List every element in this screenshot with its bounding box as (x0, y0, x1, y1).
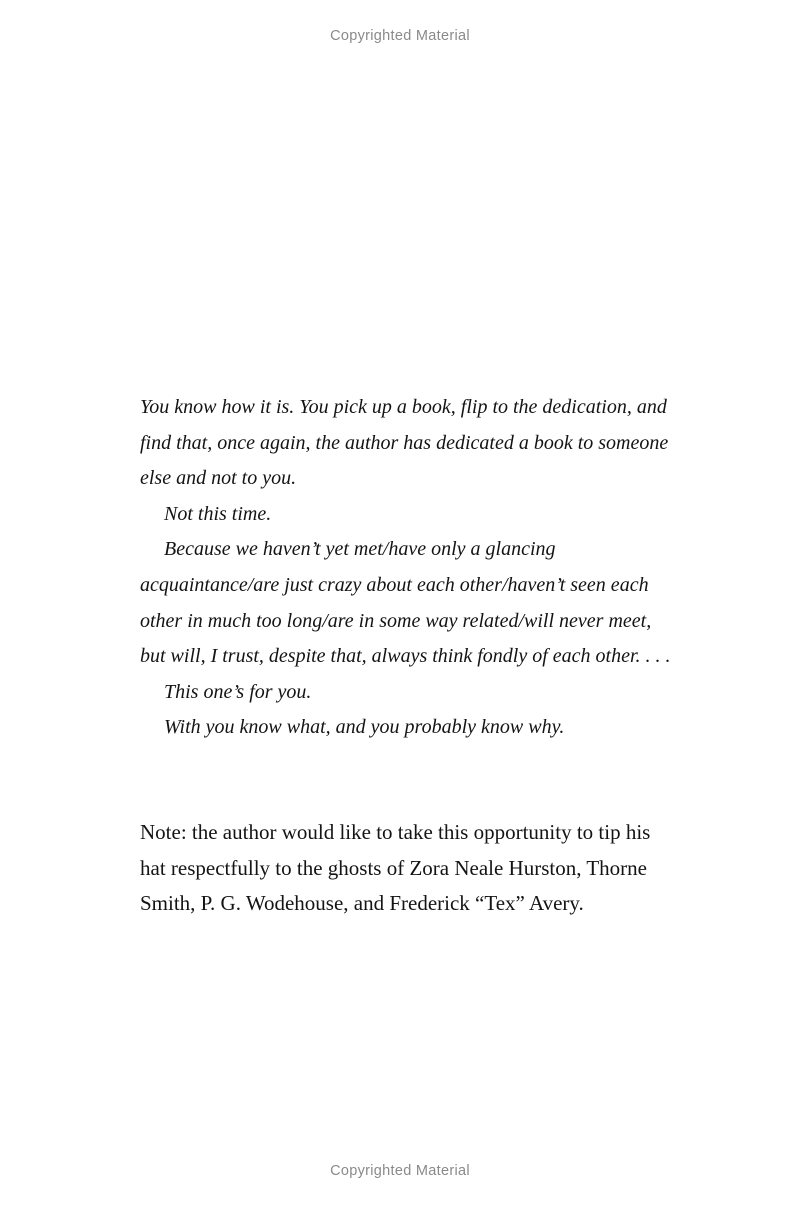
copyright-notice-top: Copyrighted Material (330, 28, 470, 44)
dedication-paragraph: This one’s for you. (164, 680, 312, 703)
dedication-paragraph: Not this time. (164, 502, 272, 525)
dedication-paragraph: With you know what, and you probably know why. (164, 716, 565, 739)
dedication-paragraph: Because we haven’t yet met/have only a glancing acquaintance/are just crazy about each other/haven’t seen each other in much too long/are in some way related/will never meet, but will, I trust, despite that, always think fondly of each other. . . . (140, 538, 671, 668)
dedication-text (140, 390, 677, 746)
copyright-notice-bottom: Copyrighted Material (330, 1163, 470, 1179)
author-note: Note: the author would like to take this opportunity to tip his hat respectfully to the ghosts of Zora Neale Hurston, Thorne Smith, P. G. Wodehouse, and Frederick “Tex” Avery. (140, 820, 651, 916)
dedication-paragraph: You know how it is. You pick up a book, flip to the dedication, and find that, once again, the author has dedicated a book to someone else and not to you. (140, 396, 669, 490)
